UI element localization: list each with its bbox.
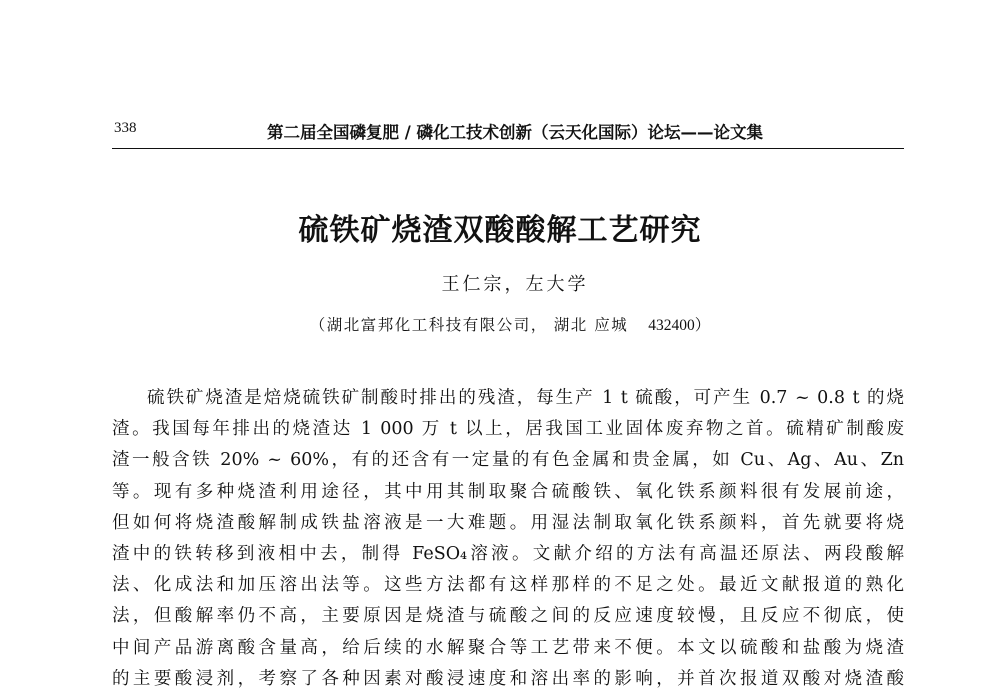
author-list: 王仁宗，左大学 — [441, 274, 589, 295]
body-line: 渣中的铁转移到液相中去，制得 FeSO₄溶液。文献介绍的方法有高温还原法、两段酸解 — [112, 543, 904, 564]
body-line: 法、化成法和加压溶出法等。这些方法都有这样那样的不足之处。最近文献报道的熟化 — [112, 575, 904, 596]
body-line: 但如何将烧渣酸解制成铁盐溶液是一大难题。用湿法制取氧化铁系颜料，首先就要将烧 — [112, 512, 904, 533]
body-paragraph — [112, 383, 904, 695]
running-header — [112, 118, 904, 149]
page-number: 338 — [114, 120, 137, 136]
affiliation-place: 湖北 应城 — [553, 316, 629, 334]
body-line: 法，但酸解率仍不高，主要原因是烧渣与硫酸之间的反应速度较慢，且反应不彻底，使 — [112, 606, 904, 627]
body-line: 等。现有多种烧渣利用途径，其中用其制取聚合硫酸铁、氧化铁系颜料很有发展前途， — [112, 481, 904, 502]
body-line: 硫铁矿烧渣是焙烧硫铁矿制酸时排出的残渣，每生产 1 t 硫酸，可产生 0.7 ~ 0.8 t 的烧 — [147, 388, 904, 408]
body-line: 中间产品游离酸含量高，给后续的水解聚合等工艺带来不便。本文以硫酸和盐酸为烧渣 — [112, 637, 904, 658]
journal-title: 第二届全国磷复肥 / 磷化工技术创新（云天化国际）论坛——论文集 — [267, 123, 764, 142]
body-line: 的主要酸浸剂，考察了各种因素对酸浸速度和溶出率的影响，并首次报道双酸对烧渣酸 — [112, 668, 904, 689]
body-line: 渣一般含铁 20% ~ 60%，有的还含有一定量的有色金属和贵金属，如 Cu、Ag、Au、Zn — [112, 450, 904, 471]
body-line: 渣。我国每年排出的烧渣达 1 000 万 t 以上，居我国工业固体废弃物之首。硫精矿制酸废 — [112, 419, 904, 440]
affiliation-postal-code: 432400） — [648, 317, 711, 334]
affiliation-organization: （湖北富邦化工科技有限公司， — [309, 316, 548, 334]
affiliation — [0, 313, 1000, 335]
paper-title: 硫铁矿烧渣双酸酸解工艺研究 — [298, 213, 702, 248]
